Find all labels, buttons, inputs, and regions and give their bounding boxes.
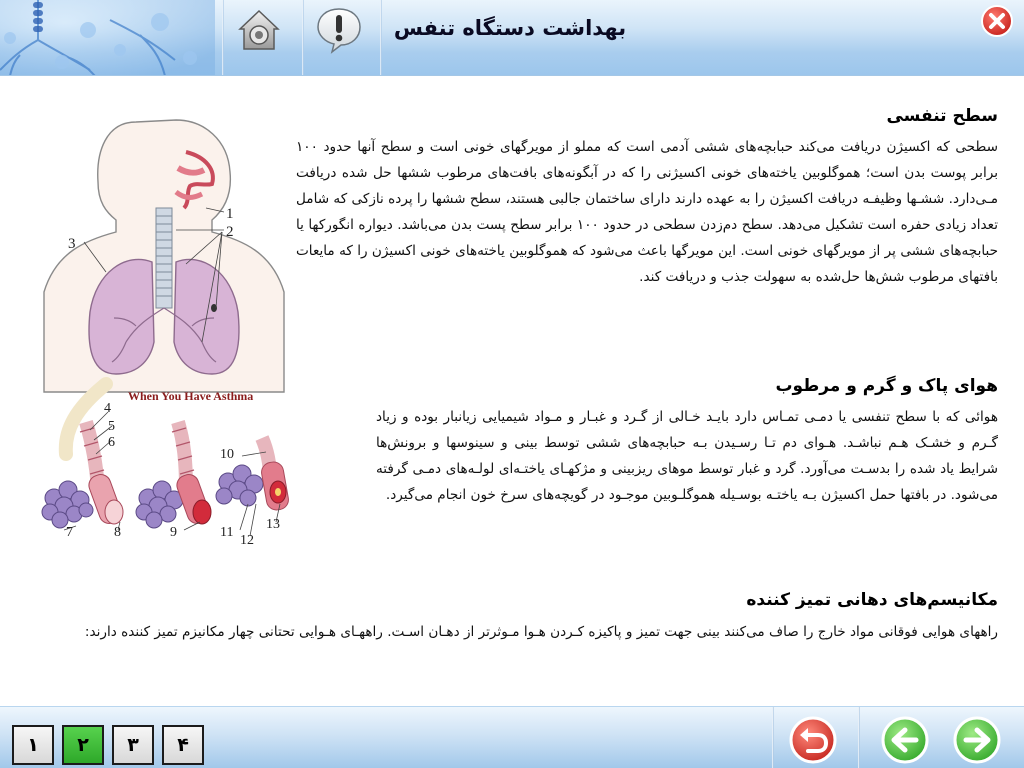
label-9: 9 (170, 525, 177, 540)
page-button-1[interactable]: ۱ (12, 725, 54, 765)
label-6: 6 (108, 435, 115, 450)
arrow-right-icon[interactable] (952, 715, 1002, 765)
navigation-bar (0, 706, 1024, 768)
page-button-3[interactable]: ۳ (112, 725, 154, 765)
label-10: 10 (220, 447, 234, 462)
exclamation-icon (314, 5, 364, 55)
label-5: 5 (108, 419, 115, 434)
title-bar (0, 0, 1024, 76)
label-3: 3 (68, 236, 76, 252)
label-13: 13 (266, 517, 280, 532)
footer-divider (772, 707, 774, 768)
footer-divider (858, 707, 860, 768)
header-divider (302, 0, 304, 76)
respiratory-system-illustration (36, 112, 292, 548)
illustration-caption: When You Have Asthma (128, 389, 254, 403)
section-body-cleaning-mechanisms: راههای هوایی فوقانی مواد خارج را صاف می‌کنند بینی جهت تمیز و پاکیزه کـردن هـوا مـوثرتر از دهـان اسـت. راههـای هـوایی تحتانی چهار مکانیزم تمیز کننده دارند: (84, 624, 998, 640)
section-heading-respiratory-surface: سطح تنفسی (886, 106, 998, 126)
home-button[interactable] (234, 5, 284, 55)
alveoli-inflamed (136, 422, 212, 528)
help-button[interactable] (314, 5, 364, 55)
section-body-respiratory-surface: سطحی که اکسیژن دریافت می‌کند حبابچه‌های ششی آدمی است که مملو از مویرگهای خونی است و سطح آنها حدود ۱۰۰ برابر پوست بدن است؛ هموگلوبین یاخته‌های خونی اکسیژنی را که در آبگونه‌های بافت‌های مرطوب ششها حل شده دریافت مـی‌دارد. ششـها وظیفـه دریافت اکسیژن را به عهده دارند دارای ساختمان جالبی هستند، سطح ششها را پرده نازکی که شامل تعداد زیادی حفره است تشکیل می‌دهد. سطح دم‌زدن سطحی در حدود ۱۰۰ برابر سطح پست بدن می‌باشد. دیواره انگورکها یا حبابچه‌های ششی پر از مویرگهای خونی است. این مویرگها باعث می‌شود که هموگلوبین یاخته‌های خونی اکسیژن را که مایعات بافتهای مرطوب شش‌ها حل‌شده به سهولت جذب و دریافت کند. (296, 139, 998, 285)
label-8: 8 (114, 525, 121, 540)
label-7: 7 (66, 525, 73, 540)
section-heading-clean-warm-humid-air: هوای پاک و گرم و مرطوب (775, 376, 998, 396)
label-1: 1 (226, 206, 234, 222)
section-body-clean-warm-humid-air: هوائی که با سطح تنفسی یا دمـی تمـاس دارد بایـد خـالی از گـرد و غبـار و مـواد شیمیایی زیانبار بوده و زیاد گـرم و خشـک هـم نباشـد. هـوای دم تـا رسـیدن بـه حبابچه‌های ششی توسط بینی و سینوسها و برونش‌ها شرایط یاد شده را بدسـت می‌آورد. گرد و غبار توسط موهای ریزبینی و مژکهـای یاختـه‌ای لولـه‌های دمـی گرفته می‌شود. در بافتها حمل اکسیژن بـه یاختـه بوسـیله هموگلـوبین موجـود در گویچه‌های سرخ خون انجام می‌گیرد. (376, 409, 998, 503)
label-2: 2 (226, 224, 234, 240)
label-12: 12 (240, 533, 254, 548)
page-title: بهداشت دستگاه تنفس (393, 16, 627, 40)
home-icon (234, 5, 284, 55)
page-button-2[interactable]: ۲ (62, 725, 104, 765)
lungs-decoration-icon (0, 0, 215, 76)
arrow-left-icon[interactable] (880, 715, 930, 765)
return-icon[interactable] (788, 715, 838, 765)
section-heading-cleaning-mechanisms: مکانیسم‌های دهانی تمیز کننده (746, 590, 998, 610)
close-icon[interactable] (980, 4, 1014, 38)
page-button-4[interactable]: ۴ (162, 725, 204, 765)
label-11: 11 (220, 525, 234, 540)
label-4: 4 (104, 401, 111, 416)
header-divider (222, 0, 224, 76)
